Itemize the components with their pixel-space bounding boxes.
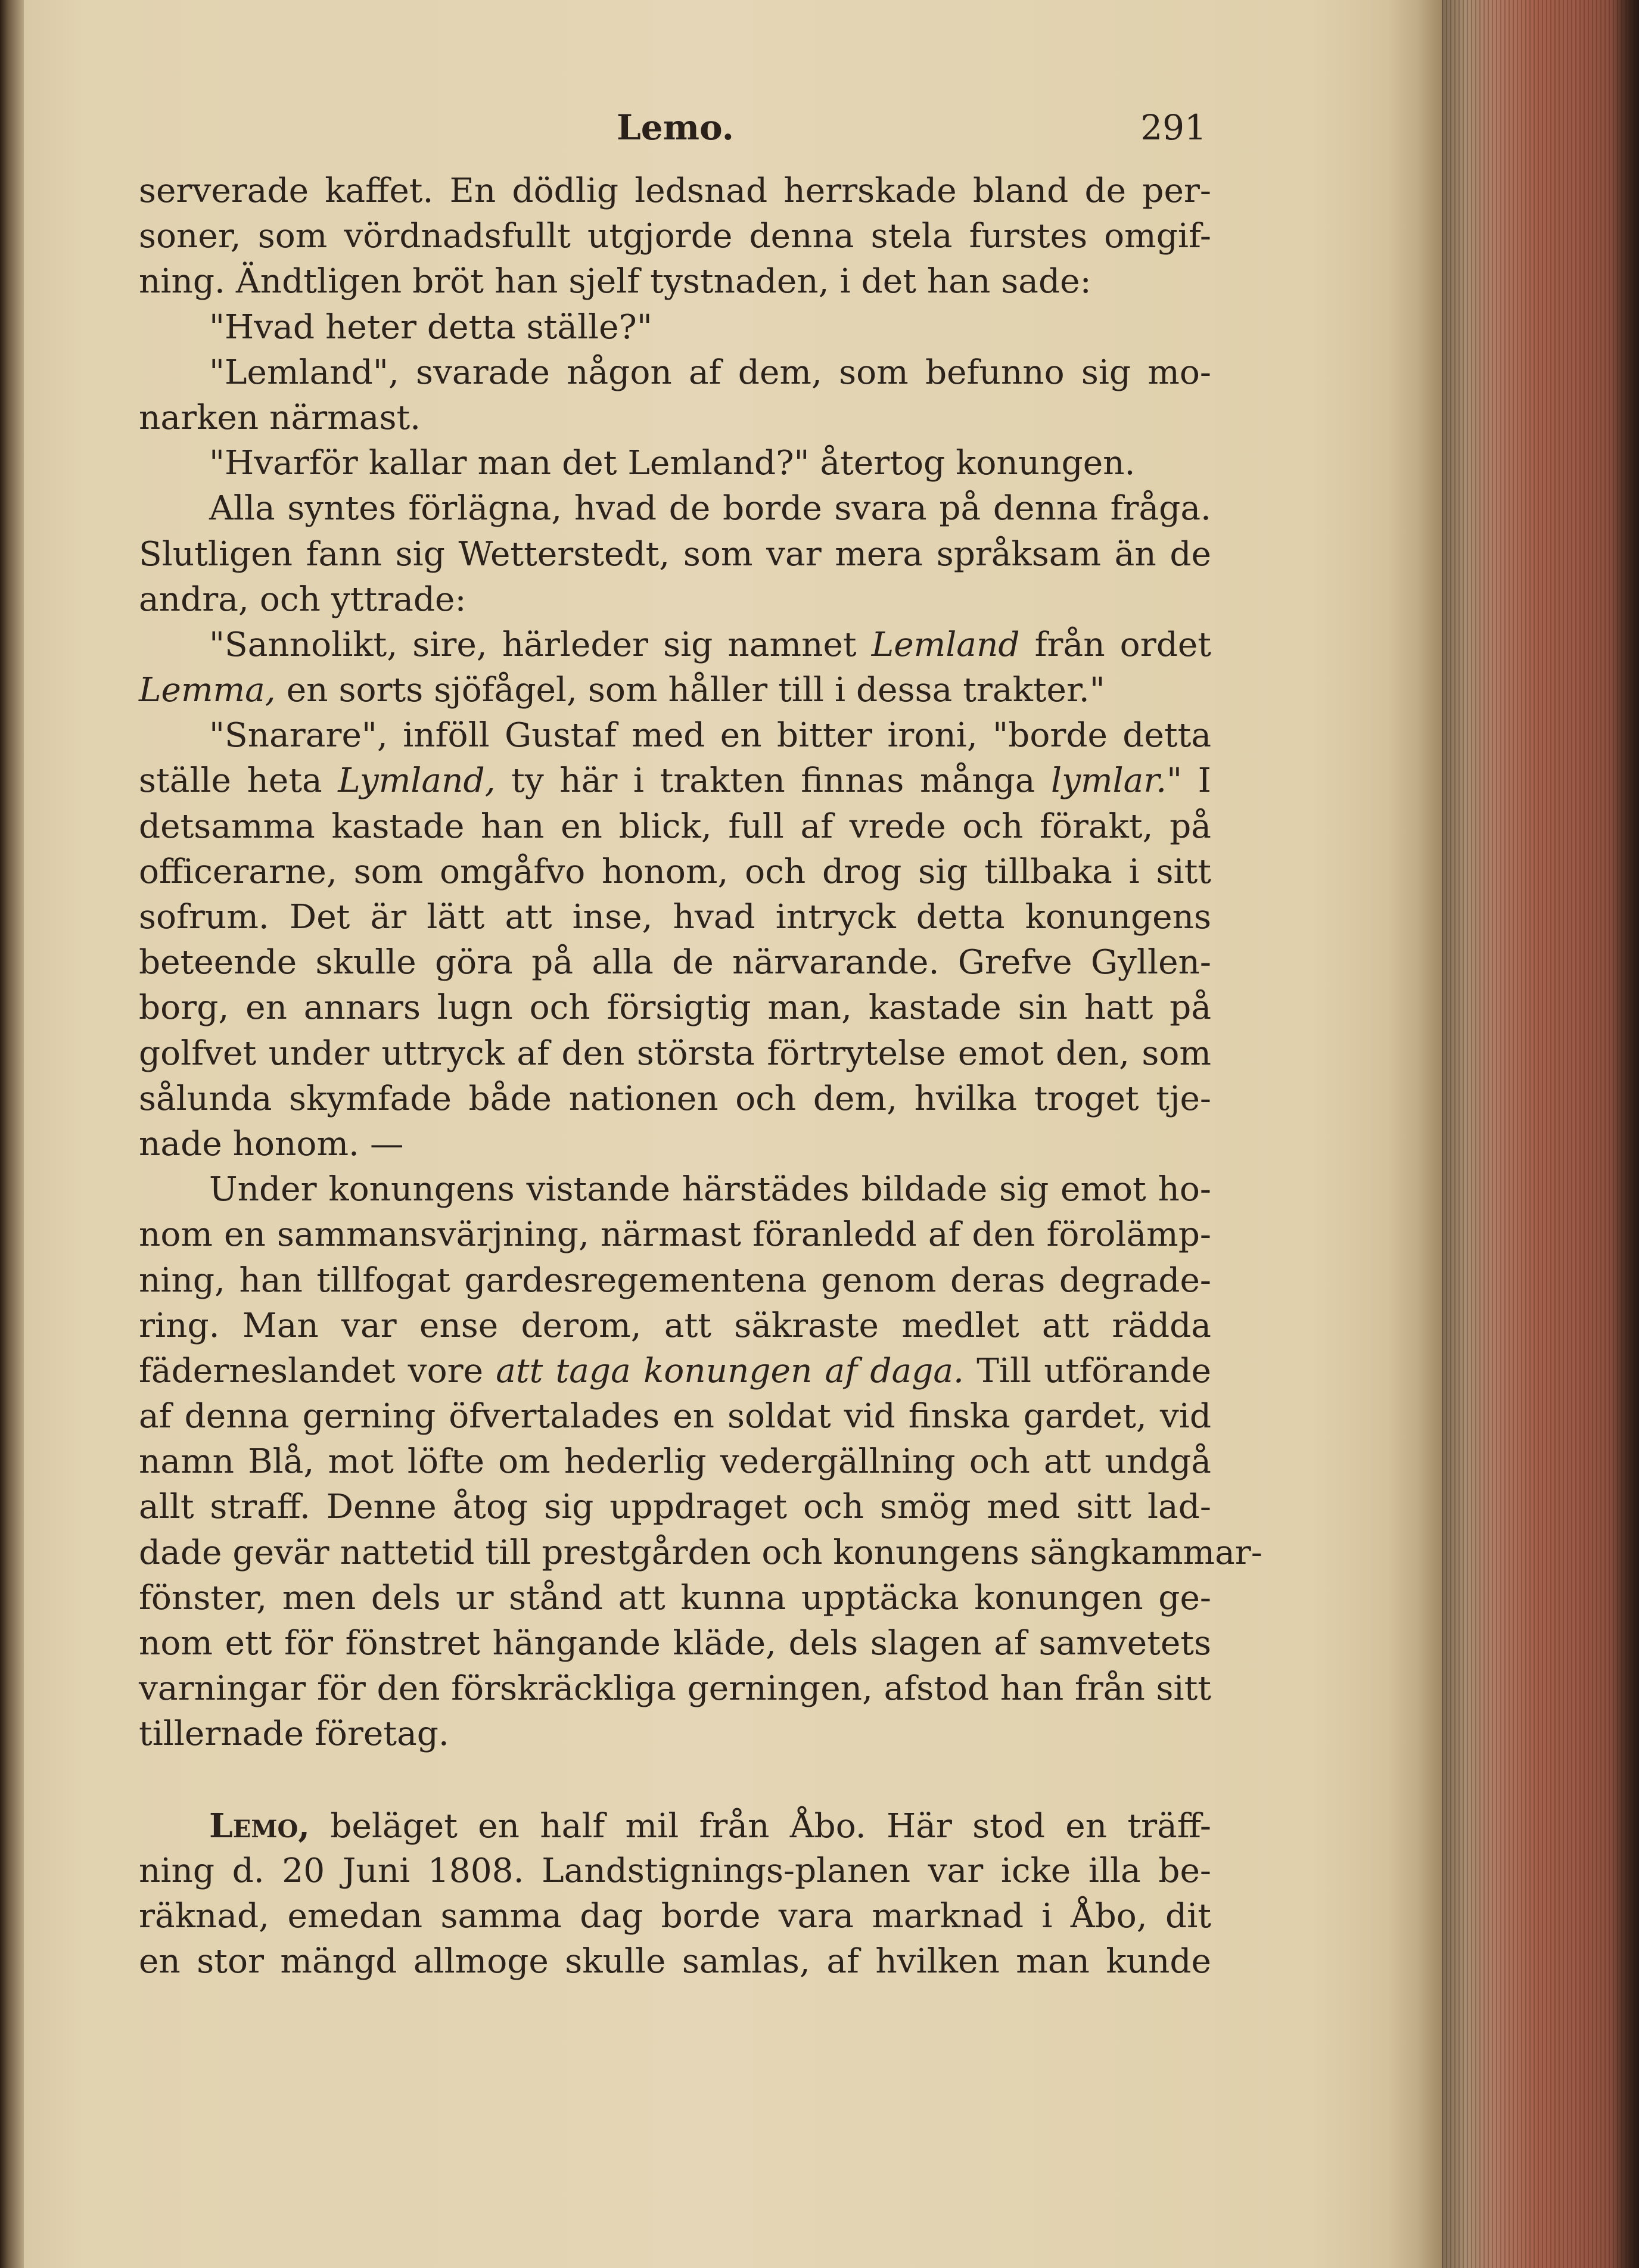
text-line: nom ett för fönstret hängande kläde, dels slagen af samvetets [139, 1624, 1211, 1663]
text-line: ning d. 20 Juni 1808. Landstignings-planen var icke illa be- [139, 1851, 1211, 1890]
text-line: räknad, emedan samma dag borde vara marknad i Åbo, dit [139, 1896, 1211, 1936]
entry-headword: Lemo, [209, 1806, 310, 1846]
page-number: 291 [1140, 107, 1206, 148]
text-line: Lemo, beläget en half mil från Åbo. Här stod en träff- [209, 1806, 1211, 1846]
running-title: Lemo. [617, 107, 734, 148]
text-line: af denna gerning öfvertalades en soldat vid finska gardet, vid [139, 1397, 1211, 1436]
text-line: nom en sammansvärjning, närmast föranledd af den förolämp- [139, 1215, 1211, 1255]
text-line: Slutligen fann sig Wetterstedt, som var mera språksam än de [139, 534, 1211, 574]
text-line: fäderneslandet vore att taga konungen af daga. Till utförande [139, 1351, 1211, 1390]
text-line: en stor mängd allmoge skulle samlas, af hvilken man kunde [139, 1942, 1211, 1981]
text-line: "Snarare", inföll Gustaf med en bitter ironi, "borde detta [209, 716, 1211, 755]
text-line: andra, och yttrade: [139, 580, 466, 619]
text-line: nade honom. — [139, 1124, 404, 1163]
running-head [140, 102, 1206, 156]
text-line: "Sannolikt, sire, härleder sig namnet Lemland från ordet [209, 625, 1212, 664]
text-line: fönster, men dels ur stånd att kunna upptäcka konungen ge- [139, 1578, 1211, 1617]
text-line: "Hvarför kallar man det Lemland?" återtog konungen. [209, 444, 1136, 483]
text-line: varningar för den förskräckliga gerningen, afstod han från sitt [139, 1669, 1211, 1709]
text-line: officerarne, som omgåfvo honom, och drog sig tillbaka i sitt [139, 852, 1211, 891]
text-line: serverade kaffet. En dödlig ledsnad herrskade bland de per- [139, 172, 1211, 210]
text-line: dade gevär nattetid till prestgården och konungens sängkammar- [139, 1533, 1262, 1572]
text-line: sålunda skymfade både nationen och dem, hvilka troget tje- [139, 1079, 1211, 1118]
text-line: ning, han tillfogat gardesregementena genom deras degrade- [139, 1261, 1211, 1300]
text-line: namn Blå, mot löfte om hederlig vedergällning och att undgå [139, 1442, 1211, 1482]
text-line: narken närmast. [139, 398, 421, 437]
text-line: "Lemland", svarade någon af dem, som befunno sig mo- [209, 353, 1211, 392]
left-page-edge [0, 0, 24, 2268]
text-line: ring. Man var ense derom, att säkraste medlet att rädda [139, 1306, 1211, 1345]
text-line: Under konungens vistande härstädes bildade sig emot ho- [209, 1170, 1211, 1209]
paragraph-gap [139, 1757, 1211, 1803]
text-line: borg, en annars lugn och försigtig man, kastade sin hatt på [139, 988, 1211, 1028]
text-line: allt straff. Denne åtog sig uppdraget och smög med sitt lad- [139, 1488, 1211, 1527]
gutter-shadow [1388, 0, 1448, 2268]
text-line: golfvet under uttryck af den största förtrytelse emot den, som [139, 1034, 1211, 1073]
body-text [139, 169, 1262, 1984]
text-line: detsamma kastade han en blick, full af vrede och förakt, på [139, 807, 1211, 846]
text-line: Lemma, en sorts sjöfågel, som håller till i dessa trakter." [139, 671, 1105, 710]
text-line: ställe heta Lymland, ty här i trakten finnas många lymlar." I [139, 761, 1211, 801]
text-line: beteende skulle göra på alla de närvarande. Grefve Gyllen- [139, 943, 1211, 982]
text-line: sofrum. Det är lätt att inse, hvad intryck detta konungens [139, 898, 1211, 937]
text-line: "Hvad heter detta ställe?" [209, 307, 652, 347]
text-line: Alla syntes förlägna, hvad de borde svara på denna fråga. [209, 489, 1211, 528]
text-line: ning. Ändtligen bröt han sjelf tystnaden, i det han sade: [139, 262, 1091, 301]
text-line: soner, som vördnadsfullt utgjorde denna stela furstes omgif- [139, 217, 1211, 256]
book-edge-shadow [1609, 0, 1639, 2268]
text-line: tillernade företag. [139, 1715, 449, 1754]
